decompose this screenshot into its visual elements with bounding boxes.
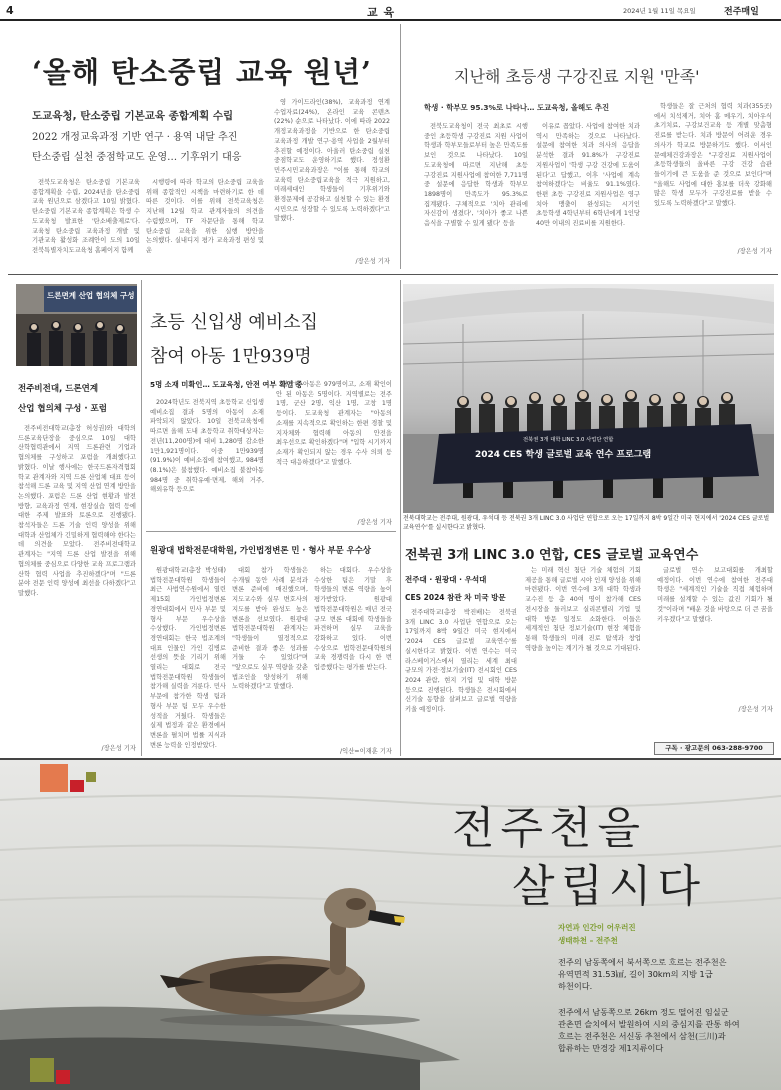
- headline: 참여 아동 1만939명: [150, 346, 312, 367]
- headline: 전북권 3개 LINC 3.0 연합, CES 글로벌 교육연수: [405, 548, 699, 563]
- feature-label: 생태하천 – 전주천: [558, 936, 618, 945]
- paragraph: 시행령에 따라 학교의 탄소중립 교육을 위해 종합적인 시책을 마련하기로 한 데 따른 것이다. 이를 위해 전북교육청은 지난해 12월 학교 관계자들의 의견을 수렴했으며, TF 자문단을 통해 학교 탄소중립 교육을 위한 실행 방안을 논의했다. 실내디지 평가 교육과정 편성 및 운: [146, 179, 264, 254]
- article-column: [274, 98, 390, 258]
- paragraph: 학생들은 잘 근처의 협력 치과(355곳)에서 치석제거, 치아 홈 메우기, 치아우식 초기치료, 구강보건교육 등 개별 맞춤형 진료를 받는다. 치과 방문이 어려운 경우 의사가 학교로 방문하기도 했다. 이서인 문예체건강과장은 "구강진료 지원사업이 초등학생들의 올바른 구강 건강 습관 들이기에 큰 도움을 준 것으로 보인다"며 "올해도 사업에 대한 홍보를 더욱 강화해 많은 학생 모두가 구강진료를 받을 수 있도록 노력하겠다"고 말했다.: [654, 103, 772, 208]
- article-law-school: [146, 532, 396, 757]
- article-column: [657, 566, 773, 706]
- photo-caption: 전북대학교는 전주대, 원광대, 우석대 등 전북권 3개 LINC 3.0 사업단 연합으로 오는 17일까지 8박 9일간 미국 현지에서 '2024 CES 글로벌 교육연수'를 실시한다고 밝혔다.: [403, 515, 770, 531]
- feature-title: 살립시다: [512, 861, 707, 912]
- headline: 지난해 초등생 구강진료 지원 '만족': [454, 67, 700, 86]
- article-column: [536, 122, 640, 262]
- paragraph: 글로벌 연수 보고대회를 개최할 예정이다. 이번 연수에 참여한 전주대 학생은 "세계적인 기술을 직접 체험하며 미래를 설계할 수 있는 값진 기회가 될 것"이라며 "배운 것을 바탕으로 더 큰 꿈을 키우겠다"고 말했다.: [657, 567, 773, 623]
- subheadline: 전주대 · 원광대 · 우석대: [405, 575, 487, 584]
- byline: /장은성 기자: [355, 258, 390, 265]
- paragraph: 전주비전대학교(총장 허성권)와 대학의 드론교육단장을 중심으로 10일 대학 산학협력관에서 지역 드론관련 기업과 협의체를 구성하고 포럼을 개최했다고 밝혔다. 이날 행사에는 한국드론자격협회 학교 관계자와 지역 드론 산업체 대표 등이 참석해 드론 교육 및 지역 산업 연계 방안을 논의했다. 포럼은 드론 산업 현황과 발전 방향, 교육과정 연계, 현장실습 협력 등에 대한 주제 발표와 토론으로 진행됐다. 참석자들은 드론 기술 인력 양성을 위해 대학과 산업체가 긴밀하게 협력해야 한다는 데 의견을 모았다. 전주비전대학교 관계자는 "지역 드론 산업 발전을 위해 협의체를 중심으로 다양한 교육 프로그램과 산학 협력 사업을 추진하겠다"며 "드론 분야 전문 인력 양성에 최선을 다하겠다"고 말했다.: [18, 425, 136, 597]
- paragraph: 전북도교육청이 전국 최초로 시행 중인 초등학생 구강진료 지원 사업이 학생과 학부모들로부터 높은 만족도를 보인 것으로 나타났다. 10일 도교육청에 따르면 지난해 초등 구강진료 지원사업에 참여한 7,711명 중 설문에 응답한 학생과 학부모 1898명이 만족도가 95.3%로 집계됐다. 구체적으로 '치아 관리에 자신감이 생겼다', '치아가 좋고 나쁜 음식을 구별할 수 있게 됐다' 등을: [424, 123, 528, 228]
- feature-label: 자연과 인간이 어우러진: [558, 923, 636, 932]
- subheadline: 학생 · 학부모 95.3%로 나타나… 도교육청, 올해도 추진: [424, 103, 610, 112]
- byline: /장은성 기자: [738, 706, 773, 713]
- subheadline: CES 2024 참관 차 미국 방문: [405, 593, 506, 602]
- subheadline: 도교육청, 탄소중립 기본교육 종합계획 수립: [32, 110, 234, 122]
- subscription-ad: [654, 742, 774, 755]
- section-rule: [8, 274, 778, 275]
- feature-paragraph: 전주의 남동쪽에서 북서쪽으로 흐르는 전주천은 유역면적 31.53㎢, 길이 30km의 지방 1급 하천이다.: [558, 957, 727, 991]
- column-divider: [400, 24, 401, 269]
- article-dental-care: [404, 20, 781, 270]
- section-title: 교 육: [367, 6, 396, 19]
- photo-banner-text: 드론면계 산업 협의체 구성: [47, 291, 135, 300]
- issue-date: 2024년 1월 11일 목요일: [623, 7, 696, 15]
- banner-subtitle: 전북권 3개 대학 LINC 3.0 사업단 연합: [523, 437, 614, 443]
- paper-name: 전주매일: [724, 7, 759, 17]
- article-column: [150, 398, 264, 530]
- column-divider: [141, 280, 142, 756]
- article-column: [654, 102, 772, 247]
- byline: /장은성 기자: [357, 519, 392, 526]
- article-column: [232, 566, 308, 754]
- feature-paragraph: 전주에서 남동쪽으로 26km 정도 떨어진 임실군 관촌면 슬치에서 발원하여 시의 중심지를 관통 하여 흐르는 전주천은 서신동 추천에서 삼천(三川)과 합류하는 만경강 제1지류이다: [558, 1007, 740, 1053]
- paragraph: 는 미래 혁신 첨단 기술 체험의 기회 제공을 통해 글로벌 시야 인재 양성을 위해 마련됐다. 이번 연수에 3개 대학 학생과 교수진 등 총 40여 명이 참가해 CES 전시장을 둘러보고 실리콘밸리 기업 및 대학 방문 일정도 소화한다. 이들은 세계적인 첨단 정보기술(IT) 현장 체험을 통해 학생들의 미래 진로 탐색과 창업 역량을 높이는 계기가 될 것으로 기대된다.: [525, 567, 641, 652]
- article-title: 산업 협의체 구성 · 포럼: [18, 404, 107, 414]
- article-ces: [403, 536, 778, 758]
- byline: /장은성 기자: [101, 745, 136, 752]
- stream-feature-banner: [0, 760, 781, 1090]
- feature-title: 전주천을: [452, 803, 647, 854]
- banner-title: 2024 CES 학생 글로벌 교육 연수 프로그램: [475, 450, 652, 460]
- subheadline: 5명 소재 미확인… 도교육청, 안전 여부 확인 중: [150, 380, 303, 389]
- article-enrollment: [146, 280, 396, 530]
- ad-text: 구독 · 광고문의 063-288-9700: [665, 744, 763, 752]
- paragraph: 원광대학교(총장 박성태) 법학전문대학원 학생들이 최근 사법연수원에서 열린 제15회 가인법정변론 경연대회에서 민사 부문 및 형사 부문 우수상을 수상했다. 가인법정변론 경연대회는 한국 법조계의 대표 인물인 가인 김병로 선생의 뜻을 기리기 위해 열리는 대회로 전국 법학전문대학원 학생들이 참가해 실력을 겨룬다. 민사 부문에 참가한 학생 팀과 형사 부문 팀 모두 우수한 성적을 거뒀다. 학생들은 실제 법정과 같은 환경에서 변론을 펼치며 법률 지식과 변론 능력을 인정받았다.: [150, 567, 226, 749]
- byline: /장은성 기자: [737, 248, 772, 255]
- article-column: [405, 608, 517, 756]
- headline: 원광대 법학전문대학원, 가인법정변론 민 · 형사 부문 우수상: [150, 545, 371, 555]
- paragraph: 하는 대회다. 우수상을 수상한 팀은 기말 후 학생들의 변론 역량을 높이 평가받았다. 원광대 법학전문대학원은 매년 전국 규모 변론 대회에 학생들을 파견하며 실무 교육을 강화하고 있다. 이번 수상으로 법학전문대학원의 교육 경쟁력을 다시 한 번 입증했다는 평가를 받는다.: [314, 567, 392, 672]
- byline: /익산=이재훈 기자: [340, 748, 392, 755]
- article-column: [32, 178, 140, 263]
- photo-illustration: [403, 284, 774, 513]
- article-column: [150, 566, 226, 754]
- headline: ‘올해 탄소중립 교육 원년’: [32, 55, 372, 89]
- paragraph: 2024학년도 전북지역 초등학교 신입생 예비소집 결과 5명의 아동이 소재 파악되지 않았다. 10일 전북교육청에 따르면 올해 도내 초등학교 취학대상자는 전년(11,200명)에 대비 1,280명 감소한 1만1,921명이다. 이중 1만939명(91.9%)이 예비소집에 참여했고, 984명(8.1%)은 불참했다. 예비소집 불참아동 984명 중 취학유예·면제, 해외 거주, 해외유학 등으로: [150, 399, 264, 494]
- article-carbon-neutral: [0, 20, 394, 270]
- paragraph: 전주대학교(총장 박진배)는 전북권 3개 LINC 3.0 사업단 연합으로 오는 17일까지 8박 9일간 미국 현지에서 '2024 CES 글로벌 교육연수'를 실시한다고 밝혔다. 이번 연수는 미국 라스베이거스에서 열리는 세계 최대 규모의 가전·정보기술(IT) 전시회인 CES 2024 관람, 현지 기업 및 대학 방문 등으로 진행된다. 학생들은 전시회에서 신기술 동향을 살펴보고 글로벌 역량을 키울 예정이다.: [405, 609, 517, 714]
- article-column: [525, 566, 641, 758]
- drone-forum-photo: [16, 284, 137, 366]
- article-column: [314, 566, 392, 746]
- article-column: [146, 178, 264, 263]
- subheadline: 탄소중립 실천 중점학교도 운영… 기후위기 대응: [32, 152, 242, 163]
- article-column: [424, 122, 528, 262]
- paragraph: 불참한 아동은 979명이고, 소재 확인이 안 된 아동은 5명이다. 지역별로는 전주 1명, 군산 2명, 익산 1명, 고창 1명 등이다. 도교육청 관계자는 "아동의 소재를 지속적으로 확인하는 한편 경찰 및 지자체와 협력해 아동의 안전을 최우선으로 확인하겠다"며 "입학 시기까지 소재가 확인되지 않는 경우 수사 의뢰 등 적극 대응하겠다"고 말했다.: [276, 381, 392, 466]
- paragraph: 전북도교육청은 탄소중립 기본교육 종합계획을 수립, 2024년을 탄소중립 교육 원년으로 삼겠다고 10일 밝혔다. 탄소중립 기본교육 종합계획은 학생 수 도교육청 발표한 '탄소배출제로'다. 교육청 탄소중립 교육과정 개발 및 기관교육 활성화 조례안이 도의 10일 전북특별자치도교육청 홈페이지 함께: [32, 179, 140, 254]
- subheadline: 2022 개정교육과정 기반 연구 · 용역 내달 추진: [32, 132, 238, 143]
- column-divider: [400, 280, 401, 756]
- paragraph: 영 가이드라인(38%), 교육과정 연계 수업자료(24%), 온라인 교육 콘텐츠(22%) 순으로 나타났다. 이에 따라 2022 개정교육과정을 기반으로 한 탄소중립 교육과정 개발 연구·용역 사업을 2월부터 추진할 예정이다. 아울러 탄소중립 실천 중점학교도 운영하기로 했다. 정성환 민주시민교육과장은 "이를 통해 학교의 교육력 탄소중립교육을 적극 지원하고, 미래세대인 학생들이 기후위기와 환경문제에 공감하고 실천할 수 있는 환경 시민으로 성장할 수 있도록 노력하겠다"고 말했다.: [274, 99, 390, 223]
- headline: 초등 신입생 예비소집: [150, 312, 318, 333]
- ces-group-photo: [403, 284, 774, 513]
- page-number: 4: [6, 4, 14, 17]
- paragraph: 대회 참가 학생들은 수개월 동안 사례 분석과 변론 준비에 매진했으며, 지도교수와 실무 변호사의 지도를 받아 완성도 높은 변론을 선보였다. 원광대 법학전문대학원 관계자는 "학생들이 열정적으로 준비한 결과 좋은 성과를 거둘 수 있었다"며 "앞으로도 실무 역량을 갖춘 법조인을 양성하기 위해 노력하겠다"고 말했다.: [232, 567, 308, 691]
- article-drone: [16, 370, 138, 755]
- page-header: [0, 0, 781, 20]
- article-title: 전주비전대, 드론연계: [18, 384, 99, 394]
- article-column: [18, 424, 136, 744]
- paragraph: 이유로 꼽았다. 사업에 참여한 치과 역시 만족하는 것으로 나타났다. 설문에 참여한 치과 의사의 응답을 분석한 결과 91.8%가 구강진료 지원사업이 '학생 구강 건강에 도움이 된다'고 답했고, 이후 '사업에 계속 참여하겠다'는 비율도 91.1%였다. 한편 초등 구강진료 지원사업은 영구 치아 맹출이 완성되는 시기인 초등학생 4학년부터 6학년에게 1인당 40만 이내의 진료비를 지원한다.: [536, 123, 640, 228]
- article-column: [276, 380, 392, 520]
